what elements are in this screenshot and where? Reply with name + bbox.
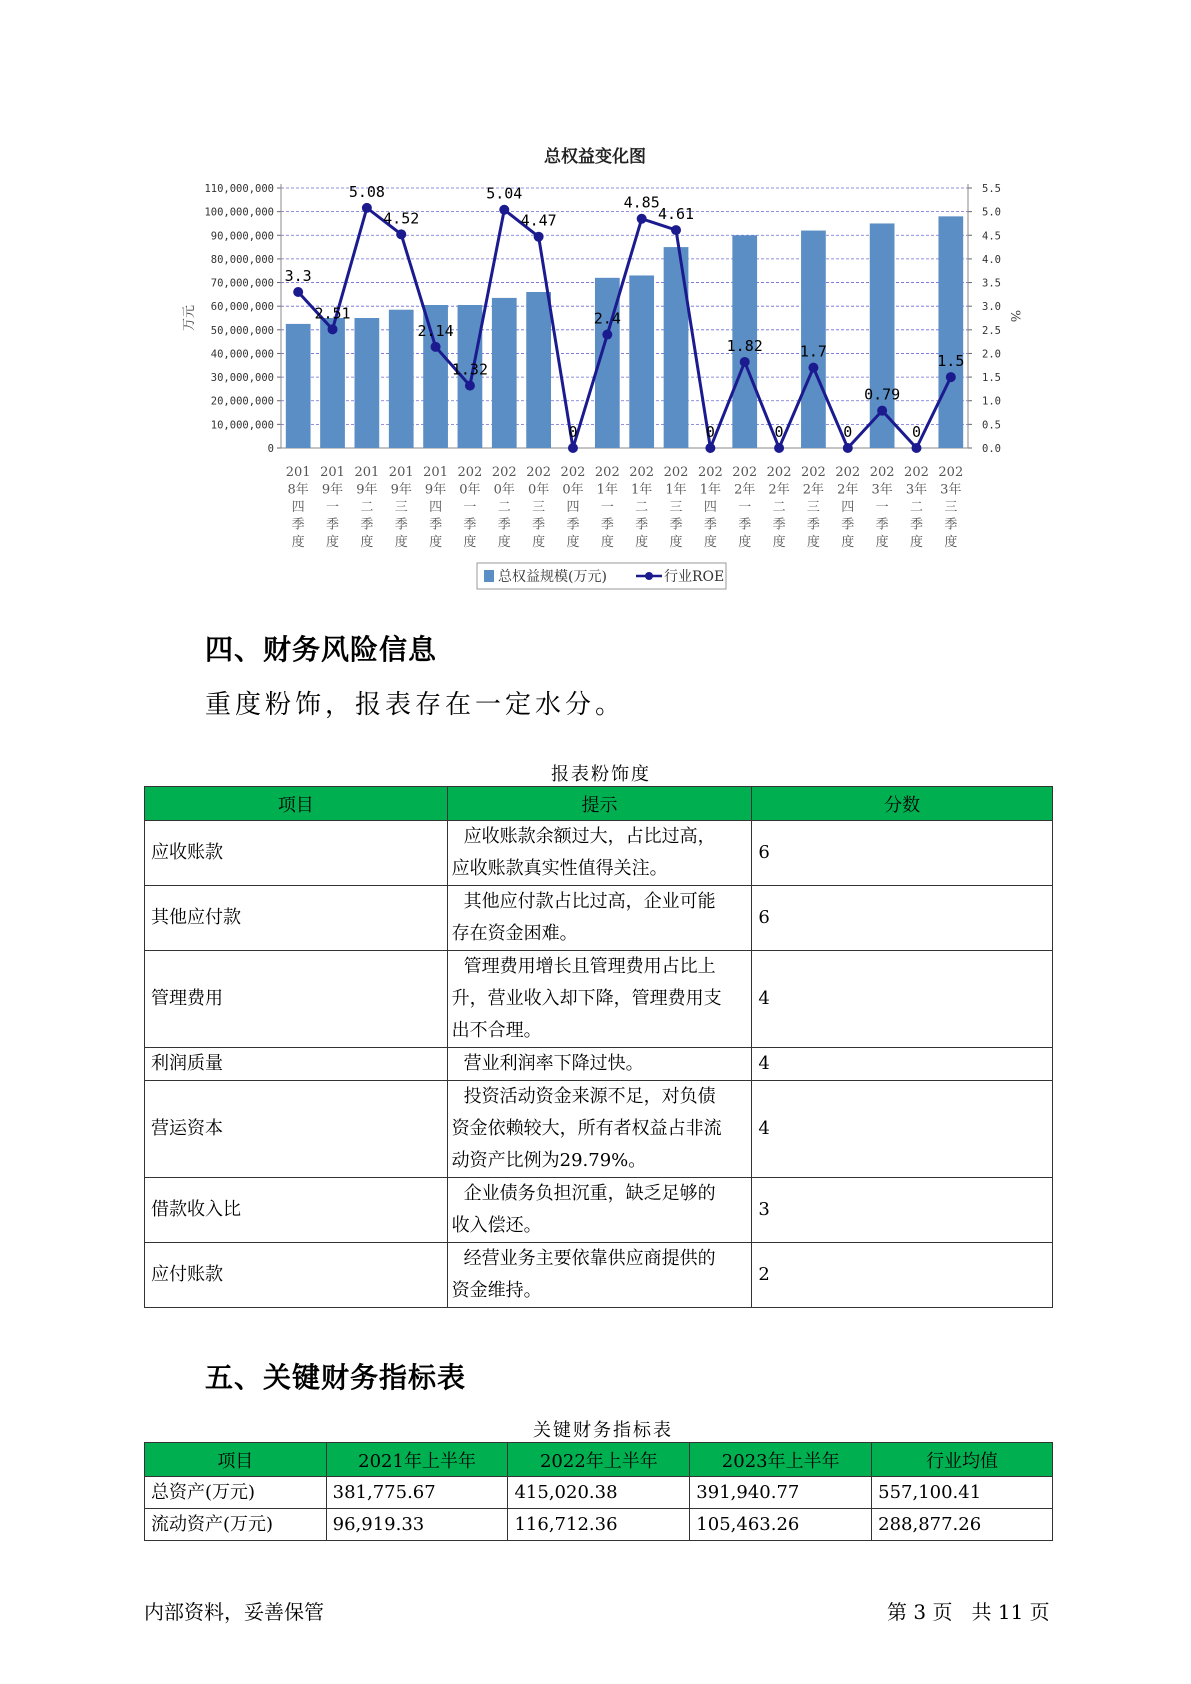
kpi-header: 行业均值 [872, 1443, 1053, 1477]
x-category-label: 二 [909, 500, 923, 515]
equity-bar [629, 275, 654, 448]
risk-score: 3 [752, 1178, 1053, 1243]
roe-point [602, 330, 612, 340]
risk-score: 4 [752, 1081, 1053, 1178]
risk-item: 借款收入比 [145, 1178, 448, 1243]
roe-point [705, 443, 715, 453]
legend-swatch-bar [484, 570, 494, 582]
x-category-label: 一 [463, 500, 477, 515]
x-category-label: 季 [841, 517, 855, 533]
x-category-label: 0年 [493, 482, 515, 498]
x-category-label: 度 [394, 535, 408, 550]
x-category-label: 202 [938, 465, 964, 480]
risk-tip-line: 出不合理。 [451, 1020, 542, 1041]
roe-point [671, 225, 681, 235]
x-category-label: 202 [766, 465, 792, 480]
left-axis-label: 万元 [182, 304, 197, 332]
equity-chart [0, 0, 1191, 600]
roe-data-label: 4.61 [657, 205, 695, 224]
footer-confidential: 内部资料，妥善保管 [144, 1600, 324, 1624]
kpi-value: 116,712.36 [508, 1509, 690, 1541]
x-category-label: 202 [732, 465, 758, 480]
x-category-label: 度 [291, 535, 305, 550]
x-category-label: 季 [463, 517, 477, 533]
risk-tip-line: 收入偿还。 [451, 1215, 542, 1236]
risk-item: 应收账款 [145, 821, 448, 886]
x-category-label: 季 [738, 517, 752, 533]
risk-row [145, 886, 1053, 951]
risk-tip-line: 资金维持。 [451, 1280, 542, 1301]
roe-data-label: 4.85 [623, 193, 660, 212]
x-category-label: 季 [532, 517, 546, 533]
roe-data-label: 3.3 [284, 267, 312, 285]
risk-tip-line: 管理费用增长且管理费用占比上 [463, 956, 716, 977]
kpi-row [145, 1509, 1053, 1541]
risk-row [145, 1243, 1053, 1308]
x-category-label: 202 [697, 465, 723, 480]
header-score: 分数 [752, 787, 1053, 821]
section5-heading: 五、关键财务指标表 [205, 1361, 467, 1394]
risk-row [145, 951, 1053, 1048]
x-category-label: 9年 [356, 482, 378, 498]
right-tick-label: 4.0 [982, 253, 1001, 266]
equity-bar [938, 216, 963, 448]
left-tick-label: 0 [267, 443, 274, 455]
x-category-label: 季 [429, 517, 443, 533]
left-tick-label: 90,000,000 [210, 230, 274, 243]
risk-tip-line: 营业利润率下降过快。 [463, 1053, 644, 1074]
x-category-label: 季 [360, 517, 374, 533]
x-category-label: 四 [841, 500, 855, 515]
x-category-label: 1年 [665, 482, 687, 498]
equity-bar [526, 292, 551, 448]
x-category-label: 三 [394, 500, 408, 515]
right-tick-label: 0.0 [982, 443, 1001, 455]
roe-point [465, 381, 475, 391]
kpi-value: 96,919.33 [326, 1509, 508, 1541]
kpi-header: 项目 [145, 1443, 327, 1477]
x-category-label: 0年 [562, 482, 584, 498]
risk-tip [447, 886, 752, 951]
risk-table [144, 786, 1053, 1308]
x-category-label: 9年 [390, 482, 412, 498]
legend-swatch-point [645, 572, 653, 580]
x-category-label: 季 [600, 517, 614, 533]
roe-point [431, 342, 441, 352]
x-category-label: 一 [875, 500, 889, 515]
x-category-label: 度 [429, 535, 443, 550]
x-category-label: 202 [526, 465, 552, 480]
right-tick-label: 5.5 [982, 183, 1001, 195]
x-category-label: 度 [326, 535, 340, 550]
x-category-label: 2年 [837, 482, 859, 498]
x-category-label: 二 [772, 500, 786, 515]
risk-score: 6 [752, 886, 1053, 951]
x-category-label: 季 [772, 517, 786, 533]
risk-tip-line: 其他应付款占比过高，企业可能 [463, 891, 716, 912]
risk-score: 4 [752, 1048, 1053, 1081]
roe-data-label: 4.52 [383, 209, 420, 228]
x-category-label: 季 [497, 517, 511, 533]
x-category-label: 202 [904, 465, 929, 480]
roe-data-label: 2.51 [314, 304, 351, 323]
x-category-label: 季 [635, 517, 649, 533]
risk-tip-line: 企业债务负担沉重，缺乏足够的 [463, 1183, 716, 1204]
risk-row [145, 1081, 1053, 1178]
x-category-label: 度 [600, 535, 614, 550]
risk-tip-line: 资金依赖较大，所有者权益占非流 [451, 1118, 722, 1139]
x-category-label: 度 [806, 535, 820, 550]
x-category-label: 四 [566, 500, 580, 515]
risk-tip-line: 经营业务主要依靠供应商提供的 [463, 1248, 716, 1269]
left-tick-label: 40,000,000 [210, 348, 274, 361]
risk-row [145, 1178, 1053, 1243]
roe-data-label: 0 [843, 423, 853, 441]
kpi-header: 2021年上半年 [326, 1443, 508, 1477]
equity-bar [355, 318, 380, 448]
x-category-label: 季 [944, 517, 958, 533]
x-category-label: 201 [285, 465, 311, 480]
risk-item: 利润质量 [145, 1048, 448, 1081]
x-category-label: 202 [457, 465, 483, 480]
x-category-label: 度 [909, 535, 923, 550]
x-category-label: 季 [326, 517, 340, 533]
x-category-label: 202 [869, 465, 895, 480]
x-category-label: 202 [835, 465, 861, 480]
risk-summary: 重度粉饰，报表存在一定水分。 [205, 690, 626, 720]
roe-data-label: 0 [774, 423, 784, 441]
roe-point [328, 324, 338, 334]
kpi-value: 381,775.67 [326, 1477, 508, 1509]
risk-tip [447, 1178, 752, 1243]
right-tick-label: 1.0 [982, 395, 1001, 408]
legend-label-roe: 行业ROE [664, 569, 725, 585]
right-tick-label: 3.0 [982, 301, 1001, 314]
x-category-label: 四 [703, 500, 717, 515]
x-category-label: 202 [594, 465, 620, 480]
chart-title: 总权益变化图 [544, 147, 646, 167]
x-category-label: 9年 [424, 482, 447, 498]
roe-point [293, 287, 303, 297]
roe-point [774, 443, 784, 453]
risk-score: 2 [752, 1243, 1053, 1308]
risk-item: 应付账款 [145, 1243, 448, 1308]
roe-data-label: 0 [911, 423, 921, 441]
risk-tip [447, 1243, 752, 1308]
x-category-label: 二 [360, 500, 374, 515]
x-category-label: 202 [663, 465, 689, 480]
x-category-label: 0年 [459, 482, 481, 498]
x-category-label: 1年 [631, 482, 653, 498]
x-category-label: 202 [560, 465, 586, 480]
roe-point [843, 443, 853, 453]
x-category-label: 一 [738, 500, 752, 515]
x-category-label: 二 [635, 500, 649, 515]
risk-tip [447, 1081, 752, 1178]
left-tick-label: 100,000,000 [204, 206, 274, 219]
roe-point [877, 406, 887, 416]
x-category-label: 二 [497, 500, 511, 515]
roe-point [534, 232, 544, 242]
x-category-label: 3年 [905, 482, 928, 498]
kpi-item: 总资产(万元) [145, 1477, 327, 1509]
x-category-label: 201 [354, 465, 380, 480]
risk-tip [447, 821, 752, 886]
roe-point [740, 357, 750, 367]
left-tick-label: 10,000,000 [210, 419, 274, 432]
kpi-table-caption: 关键财务指标表 [533, 1420, 673, 1441]
right-tick-label: 2.5 [982, 324, 1001, 337]
roe-data-label: 0 [705, 423, 715, 441]
x-category-label: 2年 [734, 482, 756, 498]
x-category-label: 季 [566, 517, 580, 533]
x-category-label: 度 [566, 535, 580, 550]
right-tick-label: 3.5 [982, 277, 1001, 290]
x-category-label: 201 [388, 465, 414, 480]
x-category-label: 0年 [527, 482, 550, 498]
x-category-label: 度 [703, 535, 717, 550]
x-category-label: 度 [532, 535, 546, 550]
kpi-header: 2022年上半年 [508, 1443, 690, 1477]
roe-data-label: 0 [568, 423, 578, 441]
x-category-label: 度 [944, 535, 958, 550]
x-category-label: 度 [875, 535, 889, 550]
x-category-label: 度 [772, 535, 786, 550]
x-category-label: 季 [806, 517, 820, 533]
kpi-header: 2023年上半年 [690, 1443, 872, 1477]
roe-data-label: 5.08 [348, 182, 385, 201]
x-category-label: 三 [806, 500, 820, 515]
equity-bar [389, 310, 414, 448]
equity-bar [801, 231, 826, 448]
right-tick-label: 0.5 [982, 419, 1001, 432]
risk-tip [447, 951, 752, 1048]
x-category-label: 度 [738, 535, 752, 550]
roe-data-label: 2.4 [593, 309, 621, 328]
equity-bar [320, 318, 345, 448]
x-category-label: 1年 [596, 482, 618, 498]
x-category-label: 季 [394, 517, 408, 533]
left-tick-label: 60,000,000 [210, 301, 274, 314]
footer-page-number: 第 3 页 共 11 页 [887, 1600, 1050, 1624]
legend-label-equity: 总权益规模(万元) [498, 569, 607, 585]
kpi-value: 288,877.26 [872, 1509, 1053, 1541]
right-tick-label: 5.0 [982, 206, 1001, 219]
roe-data-label: 4.47 [520, 211, 557, 230]
x-category-label: 度 [360, 535, 374, 550]
kpi-item: 流动资产(万元) [145, 1509, 327, 1541]
x-category-label: 202 [491, 465, 517, 480]
x-category-label: 3年 [940, 482, 962, 498]
roe-point [499, 205, 509, 215]
roe-point [808, 363, 818, 373]
roe-data-label: 1.5 [937, 352, 965, 371]
roe-point [946, 372, 956, 382]
risk-table-header [145, 787, 1053, 821]
kpi-value: 391,940.77 [690, 1477, 872, 1509]
x-category-label: 2年 [768, 482, 790, 498]
right-tick-label: 1.5 [982, 372, 1001, 385]
risk-item: 其他应付款 [145, 886, 448, 951]
x-category-label: 202 [629, 465, 655, 480]
roe-data-label: 0.79 [864, 385, 901, 404]
right-axis-label: % [1007, 309, 1022, 323]
roe-point [362, 203, 372, 213]
kpi-table-header [145, 1443, 1053, 1477]
risk-item: 管理费用 [145, 951, 448, 1048]
roe-data-label: 5.04 [486, 184, 523, 203]
x-category-label: 1年 [699, 482, 722, 498]
x-category-label: 202 [801, 465, 826, 480]
x-category-label: 一 [600, 500, 614, 515]
equity-bar [286, 324, 311, 448]
right-tick-label: 4.5 [982, 230, 1001, 243]
left-tick-label: 50,000,000 [210, 324, 274, 337]
risk-table-caption: 报表粉饰度 [551, 764, 651, 785]
x-category-label: 201 [423, 465, 448, 480]
x-category-label: 度 [635, 535, 649, 550]
x-category-label: 度 [841, 535, 855, 550]
left-tick-label: 80,000,000 [210, 253, 274, 266]
roe-point [637, 214, 647, 224]
x-category-label: 度 [463, 535, 477, 550]
risk-tip-line: 投资活动资金来源不足，对负债 [463, 1086, 716, 1107]
x-category-label: 度 [497, 535, 511, 550]
roe-data-label: 1.32 [451, 360, 488, 379]
x-category-label: 201 [320, 465, 345, 480]
risk-tip-line: 升，营业收入却下降，管理费用支 [451, 988, 722, 1009]
left-tick-label: 70,000,000 [210, 277, 274, 290]
risk-score: 4 [752, 951, 1053, 1048]
x-category-label: 三 [669, 500, 683, 515]
header-tip: 提示 [447, 787, 752, 821]
kpi-value: 557,100.41 [872, 1477, 1053, 1509]
risk-row [145, 821, 1053, 886]
roe-point [396, 229, 406, 239]
equity-bar [492, 298, 517, 448]
x-category-label: 度 [669, 535, 683, 550]
x-category-label: 一 [326, 500, 340, 515]
x-category-label: 四 [429, 500, 443, 515]
left-tick-label: 30,000,000 [210, 372, 274, 385]
risk-tip-line: 动资产比例为29.79%。 [451, 1150, 647, 1171]
x-category-label: 三 [944, 500, 958, 515]
x-category-label: 季 [703, 517, 717, 533]
x-category-label: 季 [909, 517, 923, 533]
risk-tip-line: 应收账款余额过大，占比过高， [463, 826, 716, 847]
x-category-label: 季 [669, 517, 683, 533]
kpi-value: 415,020.38 [508, 1477, 690, 1509]
kpi-value: 105,463.26 [690, 1509, 872, 1541]
x-category-label: 2年 [802, 482, 825, 498]
x-category-label: 9年 [321, 482, 344, 498]
x-category-label: 8年 [287, 482, 309, 498]
x-category-label: 四 [291, 500, 305, 515]
x-category-label: 季 [875, 517, 889, 533]
risk-tip-line: 应收账款真实性值得关注。 [451, 858, 668, 879]
header-item: 项目 [145, 787, 448, 821]
kpi-table [144, 1442, 1053, 1541]
risk-item: 营运资本 [145, 1081, 448, 1178]
right-tick-label: 2.0 [982, 348, 1001, 361]
roe-data-label: 1.82 [726, 336, 763, 355]
kpi-row [145, 1477, 1053, 1509]
roe-data-label: 2.14 [417, 321, 454, 340]
roe-point [568, 443, 578, 453]
section4-heading: 四、财务风险信息 [205, 633, 438, 666]
x-category-label: 三 [532, 500, 546, 515]
left-tick-label: 20,000,000 [210, 395, 274, 408]
risk-row [145, 1048, 1053, 1081]
left-tick-label: 110,000,000 [204, 183, 274, 195]
risk-tip-line: 存在资金困难。 [451, 923, 578, 944]
risk-tip [447, 1048, 752, 1081]
risk-score: 6 [752, 821, 1053, 886]
roe-data-label: 1.7 [799, 342, 827, 361]
roe-point [911, 443, 921, 453]
x-category-label: 季 [291, 517, 305, 533]
x-category-label: 3年 [871, 482, 893, 498]
